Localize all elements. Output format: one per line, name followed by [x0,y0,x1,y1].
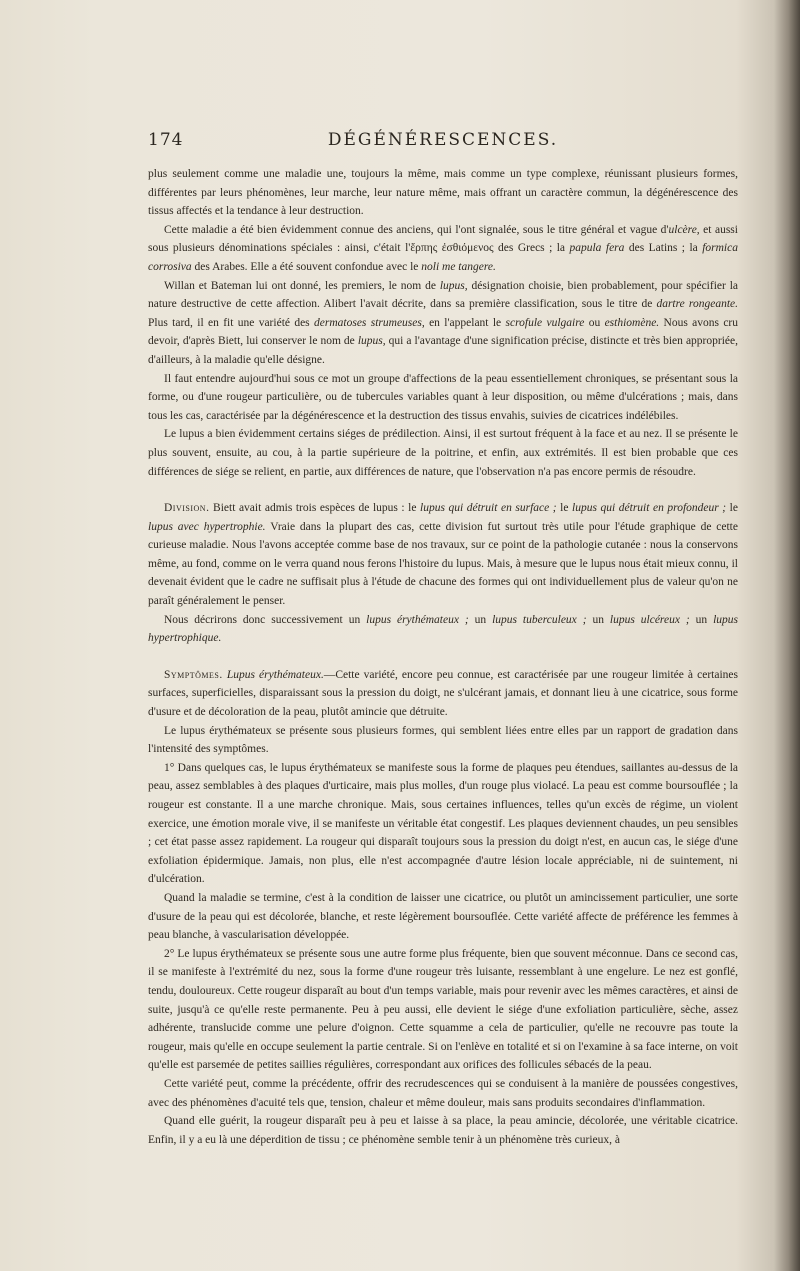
paragraph-3: Willan et Bateman lui ont donné, les premiers, le nom de lupus, désignation choisie, bien probablement, pour spécifier la nature destructive de cette affection. Alibert l'avait décrite, dans sa première classification, sous le titre de dartre rongeante. Plus tard, il en fit une variété des dermatoses strumeuses, en l'appelant le scrofule vulgaire ou esthiomène. Nous avons cru devoir, d'après Biett, lui conserver le nom de lupus, qui a l'avantage d'une signification précise, distincte et très bien appropriée, d'ailleurs, à la maladie qu'elle désigne. [148,279,739,366]
body-text [148,165,738,1149]
section-label-division: Division. [164,502,210,515]
paragraph-5: Le lupus a bien évidemment certains siéges de prédilection. Ainsi, il est surtout fréquent à la face et au nez. Il se présente le plus souvent, ensuite, au cou, à la partie supérieure de la poitrine, et enfin, aux extrémités. Il est bien probable que ces différences de siége se relient, en partie, aux différences de nature, que l'observation n'a pas encore permis de résoudre. [148,428,738,478]
paragraph-14: Quand elle guérit, la rougeur disparaît peu à peu et laisse à sa place, la peau amincie, décolorée, une véritable cicatrice. Enfin, il y a eu là une déperdition de tissu ; ce phénomène semble tenir à un phénomène très curieux, à [148,1115,738,1146]
paragraph-4: Il faut entendre aujourd'hui sous ce mot un groupe d'affections de la peau essentiellement chroniques, se présentant sous la forme, ou d'une rougeur particulière, ou de tubercules variables quant à leur disposition, ou même d'ulcérations ; mais, dans tous les cas, caractérisée par la dégénérescence et la destruction des tissus envahis, suivies de cicatrices indélébiles. [148,372,738,422]
page-header [148,130,738,154]
paragraph-2: Cette maladie a été bien évidemment connue des anciens, qui l'ont signalée, sous le titre général et vague d'ulcère, et aussi sous plusieurs dénominations spéciales : ainsi, c'était l'ἕρπης ἐσθιόμενος des Grecs ; la papula fera des Latins ; la formica corrosiva des Arabes. Elle a été souvent confondue avec le noli me tangere. [148,223,738,273]
section-label-symptomes: Symptômes. [164,668,223,681]
paragraph-symptomes: Symptômes. Lupus érythémateux.—Cette variété, encore peu connue, est caractérisée par une rougeur limitée à certaines surfaces, superficielles, disparaissant sous la pression du doigt, ne s'ulcérant jamais, et donnant lieu à une cicatrice, sous forme d'usure et de décoloration de la peau, plutôt amincie que détruite. [148,668,738,719]
paragraph-11: Quand la maladie se termine, c'est à la condition de laisser une cicatrice, ou plutôt un amincissement particulier, une sorte d'usure de la peau qui est décolorée, blanche, et reste légèrement boursouflée. Cette variété affecte de préférence les femmes à peau blanche, à vascularisation développée. [148,891,738,942]
paragraph-10: 1° Dans quelques cas, le lupus érythémateux se manifeste sous la forme de plaques peu étendues, saillantes au-dessus de la peau, assez semblables à des plaques d'urticaire, mais plus molles, d'un rouge plus violacé. La peau est comme boursouflée ; la rougeur est constante. Il a une marche chronique. Mais, sous certaines influences, telles qu'un excès de régime, un violent exercice, une émotion morale vive, il se manifeste un véritable état congestif. Les plaques deviennent chaudes, un peu sensibles ; cet état passe assez rapidement. La rougeur qui disparaît toujours sous la pression du doigt n'est, en aucun cas, le siége d'une exfoliation épidermique. Jamais, non plus, elle n'est accompagnée d'autre lésion locale appréciable, ni de suintement, ni d'ulcération. [148,761,738,886]
binding-shadow [774,0,800,1271]
paragraph-12: 2° Le lupus érythémateux se présente sous une autre forme plus fréquente, bien que souvent méconnue. Dans ce second cas, il se manifeste à l'extrémité du nez, sous la forme d'une rougeur très luisante, ressemblant à une engelure. Le nez est gonflé, tendu, douloureux. Cette rougeur disparaît au bout d'un temps variable, mais pour revenir avec les mêmes caractères, et ainsi de suite, jusqu'à ce qu'elle reste permanente. Peu à peu aussi, elle devient le siége d'une exfoliation particulière, sèche, assez adhérente, translucide comme une pelure d'oignon. Cette squamme a cela de particulier, qu'elle ne recouvre pas toute la rougeur, mais qu'elle en occupe seulement la partie centrale. Si on l'enlève en totalité et si on l'examine à sa face interne, on voit qu'elle est parsemée de petites saillies régulières, correspondant aux orifices des follicules sébacés de la peau. [148,947,738,1072]
section-title-lupus-erythemateux: Lupus érythémateux. [226,668,324,681]
paragraph-7: Nous décrirons donc successivement un lupus érythémateux ; un lupus tuberculeux ; un lupus ulcéreux ; un lupus hypertrophique. [148,613,738,645]
paragraph-9: Le lupus érythémateux se présente sous plusieurs formes, qui semblent liées entre elles par un rapport de gradation dans l'intensité des symptômes. [148,724,738,756]
paragraph-13: Cette variété peut, comme la précédente, offrir des recrudescences qui se conduisent à la manière de poussées congestives, avec des phénomènes d'acuité tels que, tension, chaleur et même douleur, mais sans produits secondaires d'inflammation. [148,1077,738,1109]
paragraph-1: plus seulement comme une maladie une, toujours la même, mais comme un type complexe, réunissant plusieurs formes, différentes par leurs phénomènes, leur marche, leur nature même, mais offrant un caractère commun, la dégénérescence des tissus affectés et la tendance à leur destruction. [148,168,738,218]
paragraph-division: Division. Biett avait admis trois espèces de lupus : le lupus qui détruit en surface ; le lupus qui détruit en profondeur ; le lupus avec hypertrophie. Vraie dans la plupart des cas, cette division fut surtout très utile pour l'étude graphique de cette curieuse maladie. Nous l'avons acceptée comme base de nos travaux, sur ce point de la pathologie cutanée : nous la conservons même, au fond, comme on le verra quand nous ferons l'histoire du lupus. Mais, à mesure que le lupus nous était mieux connu, il devenait évident que le cadre ne suffisait plus à l'étude de chacune des formes qui ont individuellement plus de valeur qu'on ne paraît généralement le penser. [148,502,738,608]
running-head: DÉGÉNÉRESCENCES. [327,130,559,150]
page-number: 174 [148,130,184,150]
